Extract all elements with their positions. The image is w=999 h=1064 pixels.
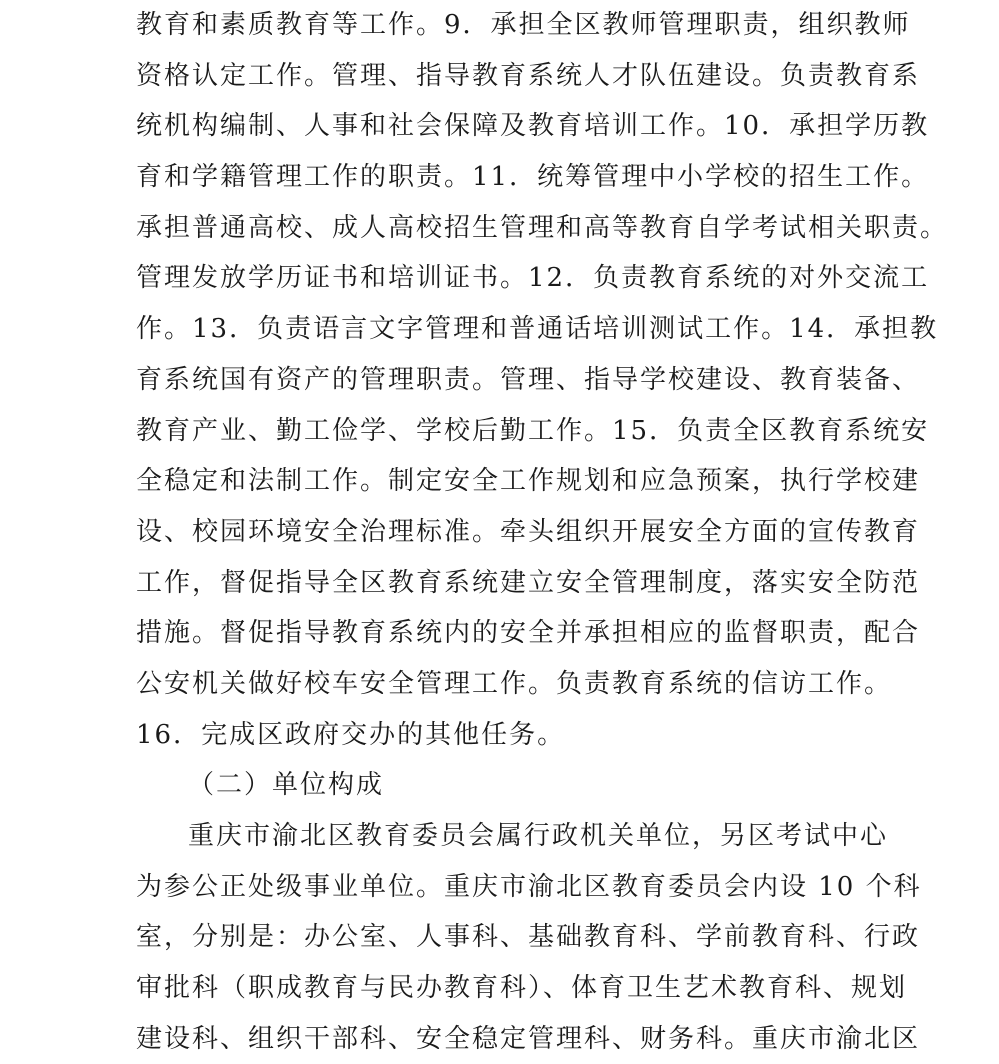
section-paragraph-line: 室，分别是：办公室、人事科、基础教育科、学前教育科、行政 <box>136 922 921 953</box>
paragraph-line: 措施。督促指导教育系统内的安全并承担相应的监督职责，配合 <box>136 618 921 649</box>
paragraph-line: 16．完成区政府交办的其他任务。 <box>136 719 566 750</box>
paragraph-line: 工作，督促指导全区教育系统建立安全管理制度，落实安全防范 <box>136 567 921 598</box>
paragraph-line: 教育和素质教育等工作。9．承担全区教师管理职责，组织教师 <box>136 10 911 40</box>
paragraph-line: 教育产业、勤工俭学、学校后勤工作。15．负责全区教育系统安 <box>136 415 930 446</box>
paragraph-line: 作。13．负责语言文字管理和普通话培训测试工作。14．承担教 <box>136 314 939 345</box>
section-paragraph-line: 审批科（职成教育与民办教育科）、体育卫生艺术教育科、规划 <box>136 973 908 1004</box>
paragraph-line: 公安机关做好校车安全管理工作。负责教育系统的信访工作。 <box>136 668 893 699</box>
paragraph-line: 统机构编制、人事和社会保障及教育培训工作。10．承担学历教 <box>136 111 930 142</box>
section-paragraph-line: 为参公正处级事业单位。重庆市渝北区教育委员会内设 10 个科 <box>136 871 922 902</box>
section-heading: （二）单位构成 <box>188 770 385 801</box>
paragraph-line: 全稳定和法制工作。制定安全工作规划和应急预案，执行学校建 <box>136 466 921 497</box>
paragraph-line: 管理发放学历证书和培训证书。12．负责教育系统的对外交流工 <box>136 263 930 294</box>
paragraph-line: 育系统国有资产的管理职责。管理、指导学校建设、教育装备、 <box>136 364 921 395</box>
document-page <box>136 0 949 1064</box>
paragraph-line: 承担普通高校、成人高校招生管理和高等教育自学考试相关职责。 <box>136 212 949 243</box>
paragraph-line: 育和学籍管理工作的职责。11．统筹管理中小学校的招生工作。 <box>136 162 930 193</box>
paragraph-line: 设、校园环境安全治理标准。牵头组织开展安全方面的宣传教育 <box>136 516 921 547</box>
section-paragraph-line: 建设科、组织干部科、安全稳定管理科、财务科。重庆市渝北区 <box>136 1023 921 1054</box>
section-paragraph-line: 重庆市渝北区教育委员会属行政机关单位，另区考试中心 <box>188 821 889 851</box>
paragraph-line: 资格认定工作。管理、指导教育系统人才队伍建设。负责教育系 <box>136 60 921 91</box>
